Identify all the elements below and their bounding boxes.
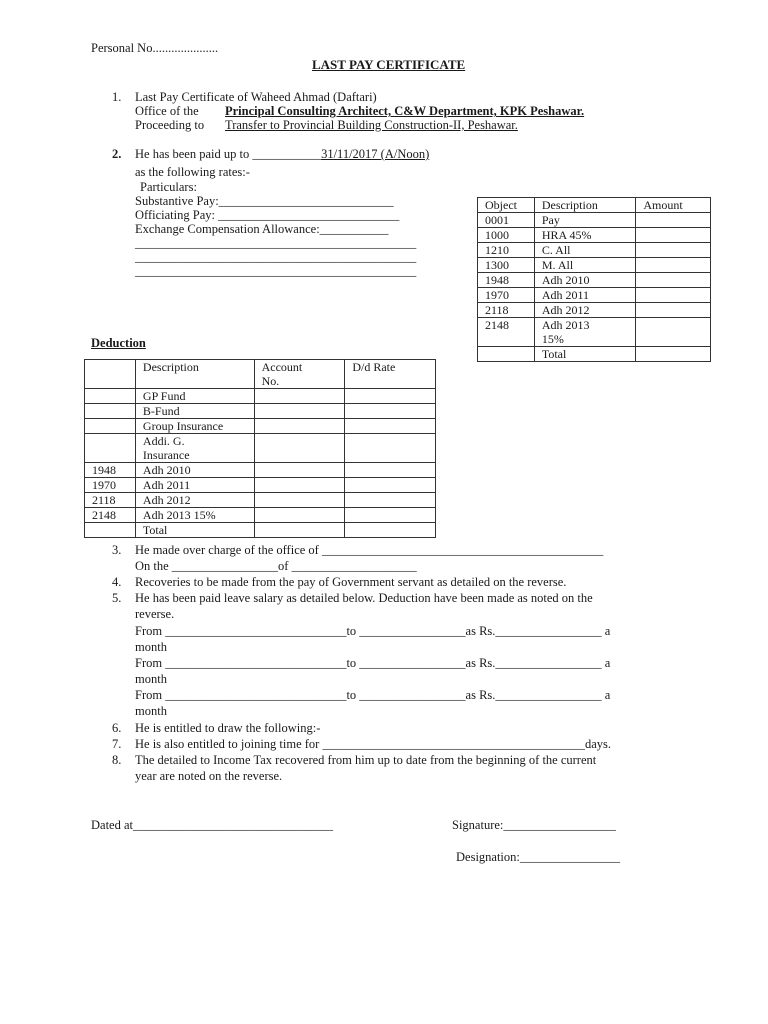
- item-6-text: He is entitled to draw the following:-: [135, 721, 321, 735]
- table-row: [478, 258, 711, 273]
- item-8-line-1: The detailed to Income Tax recovered from him up to date from the beginning of the current: [135, 753, 597, 767]
- rate-cell: [345, 389, 436, 404]
- code-cell: 2118: [85, 493, 136, 508]
- paid-up-prefix: He has been paid up to ___________: [135, 147, 322, 161]
- table-row: [478, 243, 711, 258]
- amount-cell: [636, 273, 711, 288]
- table-row: [85, 404, 436, 419]
- object-description: M. All: [534, 258, 635, 273]
- table-row: [85, 419, 436, 434]
- table-row: [85, 463, 436, 478]
- deduction-heading: Deduction: [91, 336, 146, 350]
- page-title: LAST PAY CERTIFICATE: [312, 57, 466, 72]
- object-code: 2148: [478, 318, 535, 347]
- amount-cell: [636, 347, 711, 362]
- table-row: [478, 318, 711, 347]
- object-code: 1000: [478, 228, 535, 243]
- item-6-number: 6.: [112, 721, 122, 735]
- header-cell: Description: [534, 198, 635, 213]
- deduction-table: [84, 359, 436, 538]
- blank-line: _____________________________________________: [135, 236, 417, 250]
- header-cell: Object: [478, 198, 535, 213]
- header-cell: Amount: [636, 198, 711, 213]
- particulars-label: Particulars:: [140, 180, 197, 194]
- dated-at: Dated at________________________________: [91, 818, 333, 832]
- leave-from-line: From _____________________________to _________________as Rs._________________ a: [135, 624, 611, 638]
- amount-cell: [636, 288, 711, 303]
- item-4-text: Recoveries to be made from the pay of Government servant as detailed on the reverse.: [135, 575, 567, 589]
- office-value: Principal Consulting Architect, C&W Department, KPK Peshawar.: [225, 104, 585, 118]
- object-description: C. All: [534, 243, 635, 258]
- item-7-number: 7.: [112, 737, 122, 751]
- item-5-number: 5.: [112, 591, 122, 605]
- substantive-pay: Substantive Pay:____________________________: [135, 194, 394, 208]
- code-cell: [85, 404, 136, 419]
- object-description: Adh 2011: [534, 288, 635, 303]
- header-cell: Account No.: [254, 360, 345, 389]
- table-row: [85, 493, 436, 508]
- object-code: 1210: [478, 243, 535, 258]
- table-row: [478, 288, 711, 303]
- description-cell: Adh 2010: [135, 463, 254, 478]
- code-cell: [85, 419, 136, 434]
- code-cell: [85, 389, 136, 404]
- account-cell: [254, 523, 345, 538]
- rate-cell: [345, 523, 436, 538]
- table-row: [85, 434, 436, 463]
- proceeding-value: Transfer to Provincial Building Construction-II, Peshawar.: [225, 118, 518, 132]
- leave-from-line: From _____________________________to _________________as Rs._________________ a: [135, 688, 611, 702]
- officiating-pay: Officiating Pay: _____________________________: [135, 208, 400, 222]
- object-description: HRA 45%: [534, 228, 635, 243]
- table-row: [478, 273, 711, 288]
- item-8-number: 8.: [112, 753, 122, 767]
- amount-cell: [636, 213, 711, 228]
- rates-text: as the following rates:-: [135, 165, 250, 179]
- object-description: Adh 2010: [534, 273, 635, 288]
- blank-line: _____________________________________________: [135, 264, 417, 278]
- object-code: 1948: [478, 273, 535, 288]
- table-row: [85, 478, 436, 493]
- item-5-line-1: He has been paid leave salary as detailed below. Deduction have been made as noted on the: [135, 591, 593, 605]
- header-cell: Description: [135, 360, 254, 389]
- deduction-table-header: [85, 360, 436, 389]
- description-cell: GP Fund: [135, 389, 254, 404]
- account-cell: [254, 493, 345, 508]
- code-cell: [85, 434, 136, 463]
- amount-cell: [636, 303, 711, 318]
- office-label: Office of the: [135, 104, 199, 118]
- month-label: month: [135, 704, 167, 718]
- paid-up-value: 31/11/2017 (A/Noon): [321, 147, 430, 161]
- signature-line: Signature:__________________: [452, 818, 616, 832]
- rate-cell: [345, 463, 436, 478]
- table-row: [478, 213, 711, 228]
- description-cell: Adh 2011: [135, 478, 254, 493]
- description-cell: Adh 2012: [135, 493, 254, 508]
- description-cell: Adh 2013 15%: [135, 508, 254, 523]
- table-row: [85, 389, 436, 404]
- item-3-line-2: On the _________________of ____________________: [135, 559, 417, 573]
- table-row: [85, 508, 436, 523]
- header-cell: [85, 360, 136, 389]
- item-1-number: 1.: [112, 90, 122, 104]
- designation-line: Designation:________________: [456, 850, 620, 864]
- account-cell: [254, 419, 345, 434]
- exchange-allowance: Exchange Compensation Allowance:___________: [135, 222, 389, 236]
- amount-cell: [636, 258, 711, 273]
- object-description: Total: [534, 347, 635, 362]
- table-row-total: [478, 347, 711, 362]
- object-code: 0001: [478, 213, 535, 228]
- amount-cell: [636, 228, 711, 243]
- description-cell: Total: [135, 523, 254, 538]
- item-1-line: Last Pay Certificate of Waheed Ahmad (Daftari): [135, 90, 377, 104]
- account-cell: [254, 404, 345, 419]
- item-4-number: 4.: [112, 575, 122, 589]
- rate-cell: [345, 419, 436, 434]
- header-cell: D/d Rate: [345, 360, 436, 389]
- account-cell: [254, 478, 345, 493]
- description-cell: B-Fund: [135, 404, 254, 419]
- object-code: 1970: [478, 288, 535, 303]
- object-code: [478, 347, 535, 362]
- code-cell: 2148: [85, 508, 136, 523]
- description-cell: Group Insurance: [135, 419, 254, 434]
- object-code: 1300: [478, 258, 535, 273]
- table-row: [478, 228, 711, 243]
- rate-cell: [345, 404, 436, 419]
- rate-cell: [345, 493, 436, 508]
- code-cell: 1970: [85, 478, 136, 493]
- account-cell: [254, 434, 345, 463]
- paid-up-line: [135, 147, 429, 162]
- code-cell: 1948: [85, 463, 136, 478]
- item-3-line-1: He made over charge of the office of _____________________________________________: [135, 543, 604, 557]
- object-table-header: [478, 198, 711, 213]
- rate-cell: [345, 434, 436, 463]
- item-8-line-2: year are noted on the reverse.: [135, 769, 283, 783]
- account-cell: [254, 389, 345, 404]
- object-code: 2118: [478, 303, 535, 318]
- account-cell: [254, 508, 345, 523]
- item-3-number: 3.: [112, 543, 122, 557]
- blank-line: _____________________________________________: [135, 250, 417, 264]
- table-row: [478, 303, 711, 318]
- rate-cell: [345, 478, 436, 493]
- amount-cell: [636, 243, 711, 258]
- description-cell: Addi. G. Insurance: [135, 434, 254, 463]
- object-description: Adh 2013 15%: [534, 318, 635, 347]
- amount-cell: [636, 318, 711, 347]
- month-label: month: [135, 640, 167, 654]
- personal-no: Personal No.....................: [91, 41, 219, 55]
- item-7-text: He is also entitled to joining time for __________________________________________days.: [135, 737, 612, 751]
- object-description: Pay: [534, 213, 635, 228]
- object-description: Adh 2012: [534, 303, 635, 318]
- month-label: month: [135, 672, 167, 686]
- object-table: [477, 197, 711, 362]
- proceeding-label: Proceeding to: [135, 118, 205, 132]
- item-2-number: 2.: [112, 147, 122, 161]
- leave-from-line: From _____________________________to _________________as Rs._________________ a: [135, 656, 611, 670]
- rate-cell: [345, 508, 436, 523]
- account-cell: [254, 463, 345, 478]
- item-5-line-2: reverse.: [135, 607, 175, 621]
- table-row-total: [85, 523, 436, 538]
- code-cell: [85, 523, 136, 538]
